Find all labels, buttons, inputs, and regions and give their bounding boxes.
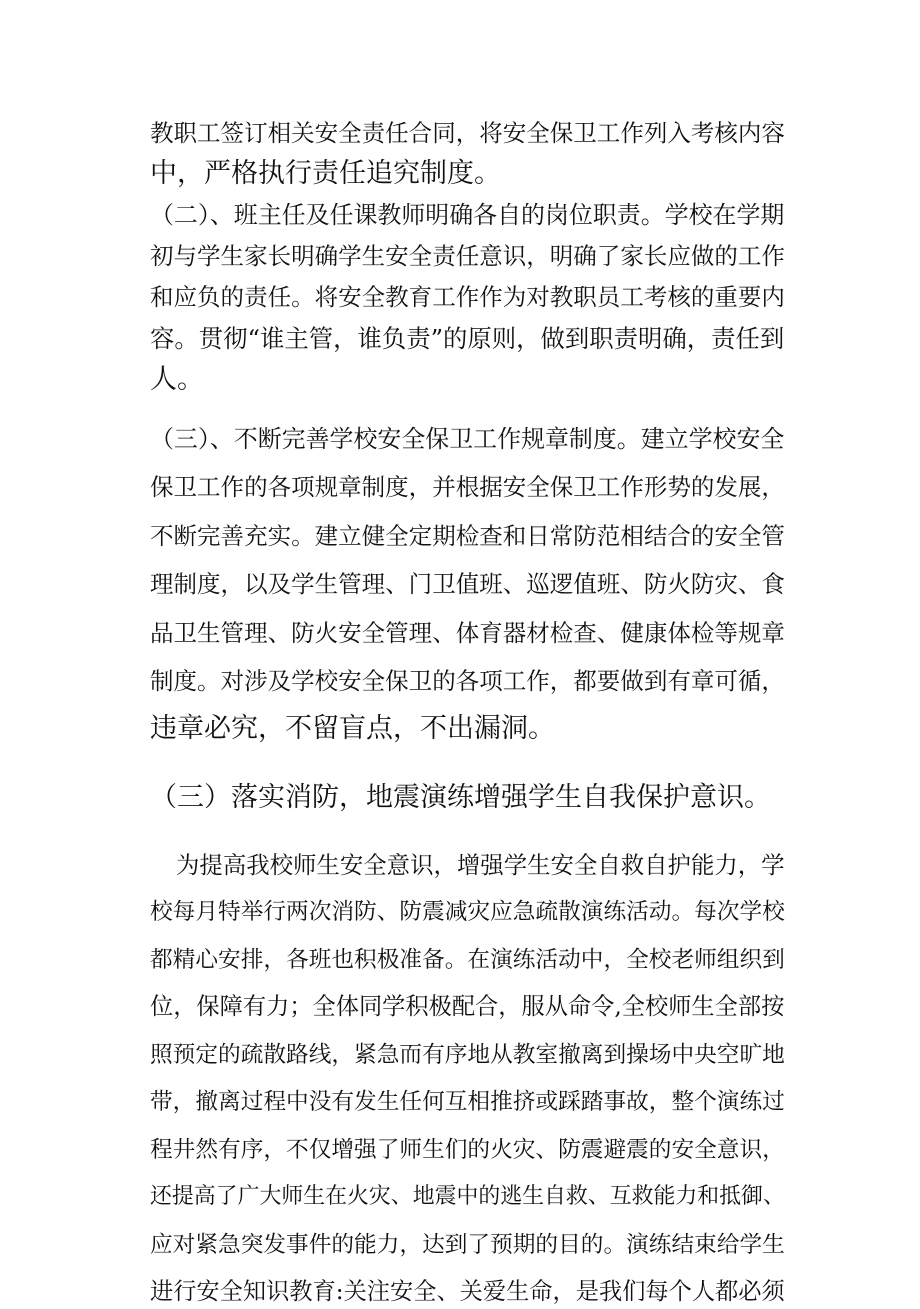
text-line: 都精心安排，各班也积极准备。在演练活动中，全校老师组织到 (150, 947, 785, 973)
section-heading: （三）落实消防，地震演练增强学生自我保护意识。 (150, 782, 771, 813)
text-line: 人。 (150, 364, 204, 395)
text-line: 程井然有序，不仅增强了师生们的火灾、防震避震的安全意识， (150, 1137, 785, 1163)
text-line: 初与学生家长明确学生安全责任意识，明确了家长应做的工作 (150, 242, 785, 270)
text-line: （三）、不断完善学校安全保卫工作规章制度。建立学校安全 (150, 425, 785, 453)
text-line: 违章必究，不留盲点，不出漏洞。 (150, 713, 555, 744)
text-line: 不断完善充实。建立健全定期检查和日常防范相结合的安全管 (150, 522, 785, 550)
text-line: 中，严格执行责任追究制度。 (150, 158, 501, 189)
text-line: 校每月特举行两次消防、防震减灾应急疏散演练活动。每次学校 (150, 899, 785, 925)
text-line: 制度。对涉及学校安全保卫的各项工作，都要做到有章可循， (150, 667, 785, 695)
text-line: 为提高我校师生安全意识，增强学生安全自救自护能力，学 (176, 851, 785, 879)
text-line: 还提高了广大师生在火灾、地震中的逃生自救、互救能力和抵御、 (150, 1184, 785, 1209)
text-line: 保卫工作的各项规章制度，并根据安全保卫工作形势的发展， (150, 473, 785, 501)
text-line: 容。贯彻“谁主管，谁负责”的原则，做到职责明确，责任到 (150, 324, 785, 353)
text-line: 进行安全知识教育:关注安全、关爱生命，是我们每个人都必须 (150, 1278, 785, 1305)
text-line: 教职工签订相关安全责任合同，将安全保卫工作列入考核内容 (150, 119, 785, 147)
text-line: 理制度，以及学生管理、门卫值班、巡逻值班、防火防灾、食 (150, 570, 785, 598)
text-line: 和应负的责任。将安全教育工作作为对教职员工考核的重要内 (150, 283, 785, 311)
text-line: 应对紧急突发事件的能力，达到了预期的目的。演练结束给学生 (150, 1232, 785, 1258)
text-line: 位，保障有力；全体同学积极配合，服从命令,全校师生全部按 (150, 993, 785, 1020)
text-line: （二）、班主任及任课教师明确各自的岗位职责。学校在学期 (150, 201, 785, 229)
text-line: 照预定的疏散路线，紧急而有序地从教室撤离到操场中央空旷地 (150, 1042, 785, 1068)
text-line: 品卫生管理、防火安全管理、体育器材检查、健康体检等规章 (150, 619, 785, 647)
text-line: 带，撤离过程中没有发生任何互相推挤或踩踏事故，整个演练过 (150, 1089, 785, 1115)
